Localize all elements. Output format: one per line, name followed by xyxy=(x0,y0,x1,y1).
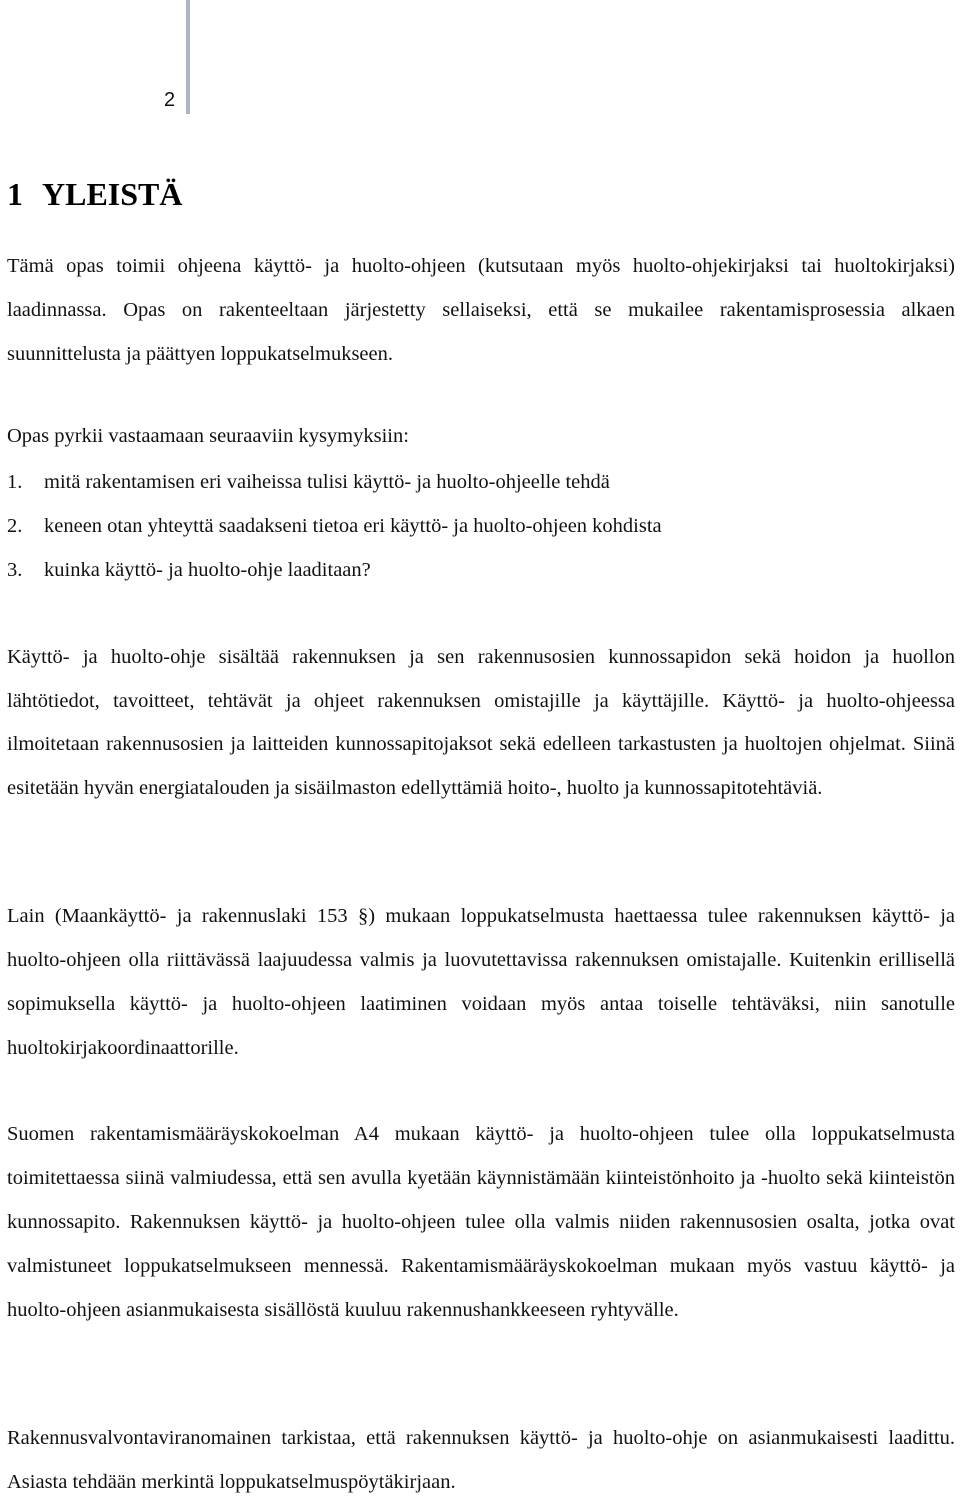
section-heading xyxy=(7,172,183,216)
list-item-text: keneen otan yhteyttä saadakseni tietoa eri käyttö- ja huolto-ohjeen kohdista xyxy=(44,515,662,537)
page-number: 2 xyxy=(164,89,176,111)
list-item-text: mitä rakentamisen eri vaiheissa tulisi käyttö- ja huolto-ohjeelle tehdä xyxy=(44,471,610,493)
list-item xyxy=(7,548,662,592)
question-list xyxy=(7,460,662,592)
paragraph-regulations: Suomen rakentamismääräyskokoelman A4 mukaan käyttö- ja huolto-ohjeen tulee olla loppukatselmusta toimitettaessa siinä valmiudessa, että sen avulla kyetään käynnistämään kiinteistönhoito ja -huolto sekä kiinteistön kunnossapito. Rakennuksen käyttö- ja huolto-ohjeen tulee olla valmis niiden rakennusosien osalta, jotka ovat valmistuneet loppukatselmukseen mennessä. Rakentamismääräyskokoelman mukaan myös vastuu käyttö- ja huolto-ohjeen asianmukaisesta sisällöstä kuuluu rakennushankkeeseen ryhtyvälle. xyxy=(7,1123,955,1321)
paragraph-contents: Käyttö- ja huolto-ohje sisältää rakennuksen ja sen rakennusosien kunnossapidon sekä hoidon ja huollon lähtötiedot, tavoitteet, tehtävät ja ohjeet rakennuksen omistajille ja käyttäjille. Käyttö- ja huolto-ohjeessa ilmoitetaan rakennusosien ja laitteiden kunnossapitojaksot sekä edelleen tarkastusten ja huoltojen ohjelmat. Siinä esitetään hyvän energiatalouden ja sisäilmaston edellyttämiä hoito-, huolto ja kunnossapitotehtäviä. xyxy=(7,646,955,799)
list-item-number: 3. xyxy=(7,559,23,581)
list-item-number: 1. xyxy=(7,471,23,493)
questions-intro: Opas pyrkii vastaamaan seuraaviin kysymyksiin: xyxy=(7,425,409,447)
list-item xyxy=(7,504,662,548)
header-divider xyxy=(186,0,190,114)
paragraph-supervision: Rakennusvalvontaviranomainen tarkistaa, että rakennuksen käyttö- ja huolto-ohje on asianmukaisesti laadittu. Asiasta tehdään merkintä loppukatselmuspöytäkirjaan. xyxy=(7,1427,955,1493)
section-title: YLEISTÄ xyxy=(42,176,183,212)
section-number: 1 xyxy=(7,176,23,212)
list-item xyxy=(7,460,662,504)
paragraph-intro: Tämä opas toimii ohjeena käyttö- ja huolto-ohjeen (kutsutaan myös huolto-ohjekirjaksi tai huoltokirjaksi) laadinnassa. Opas on rakenteeltaan järjestetty sellaiseksi, että se mukailee rakentamisprosessia alkaen suunnittelusta ja päättyen loppukatselmukseen. xyxy=(7,255,955,365)
list-item-text: kuinka käyttö- ja huolto-ohje laaditaan? xyxy=(44,559,371,581)
list-item-number: 2. xyxy=(7,515,23,537)
paragraph-law: Lain (Maankäyttö- ja rakennuslaki 153 §) mukaan loppukatselmusta haettaessa tulee rakennuksen käyttö- ja huolto-ohjeen olla riittävässä laajuudessa valmis ja luovutettavissa rakennuksen omistajalle. Kuitenkin erillisellä sopimuksella käyttö- ja huolto-ohjeen laatiminen voidaan myös antaa toiselle tehtäväksi, niin sanotulle huoltokirjakoordinaattorille. xyxy=(7,905,955,1059)
